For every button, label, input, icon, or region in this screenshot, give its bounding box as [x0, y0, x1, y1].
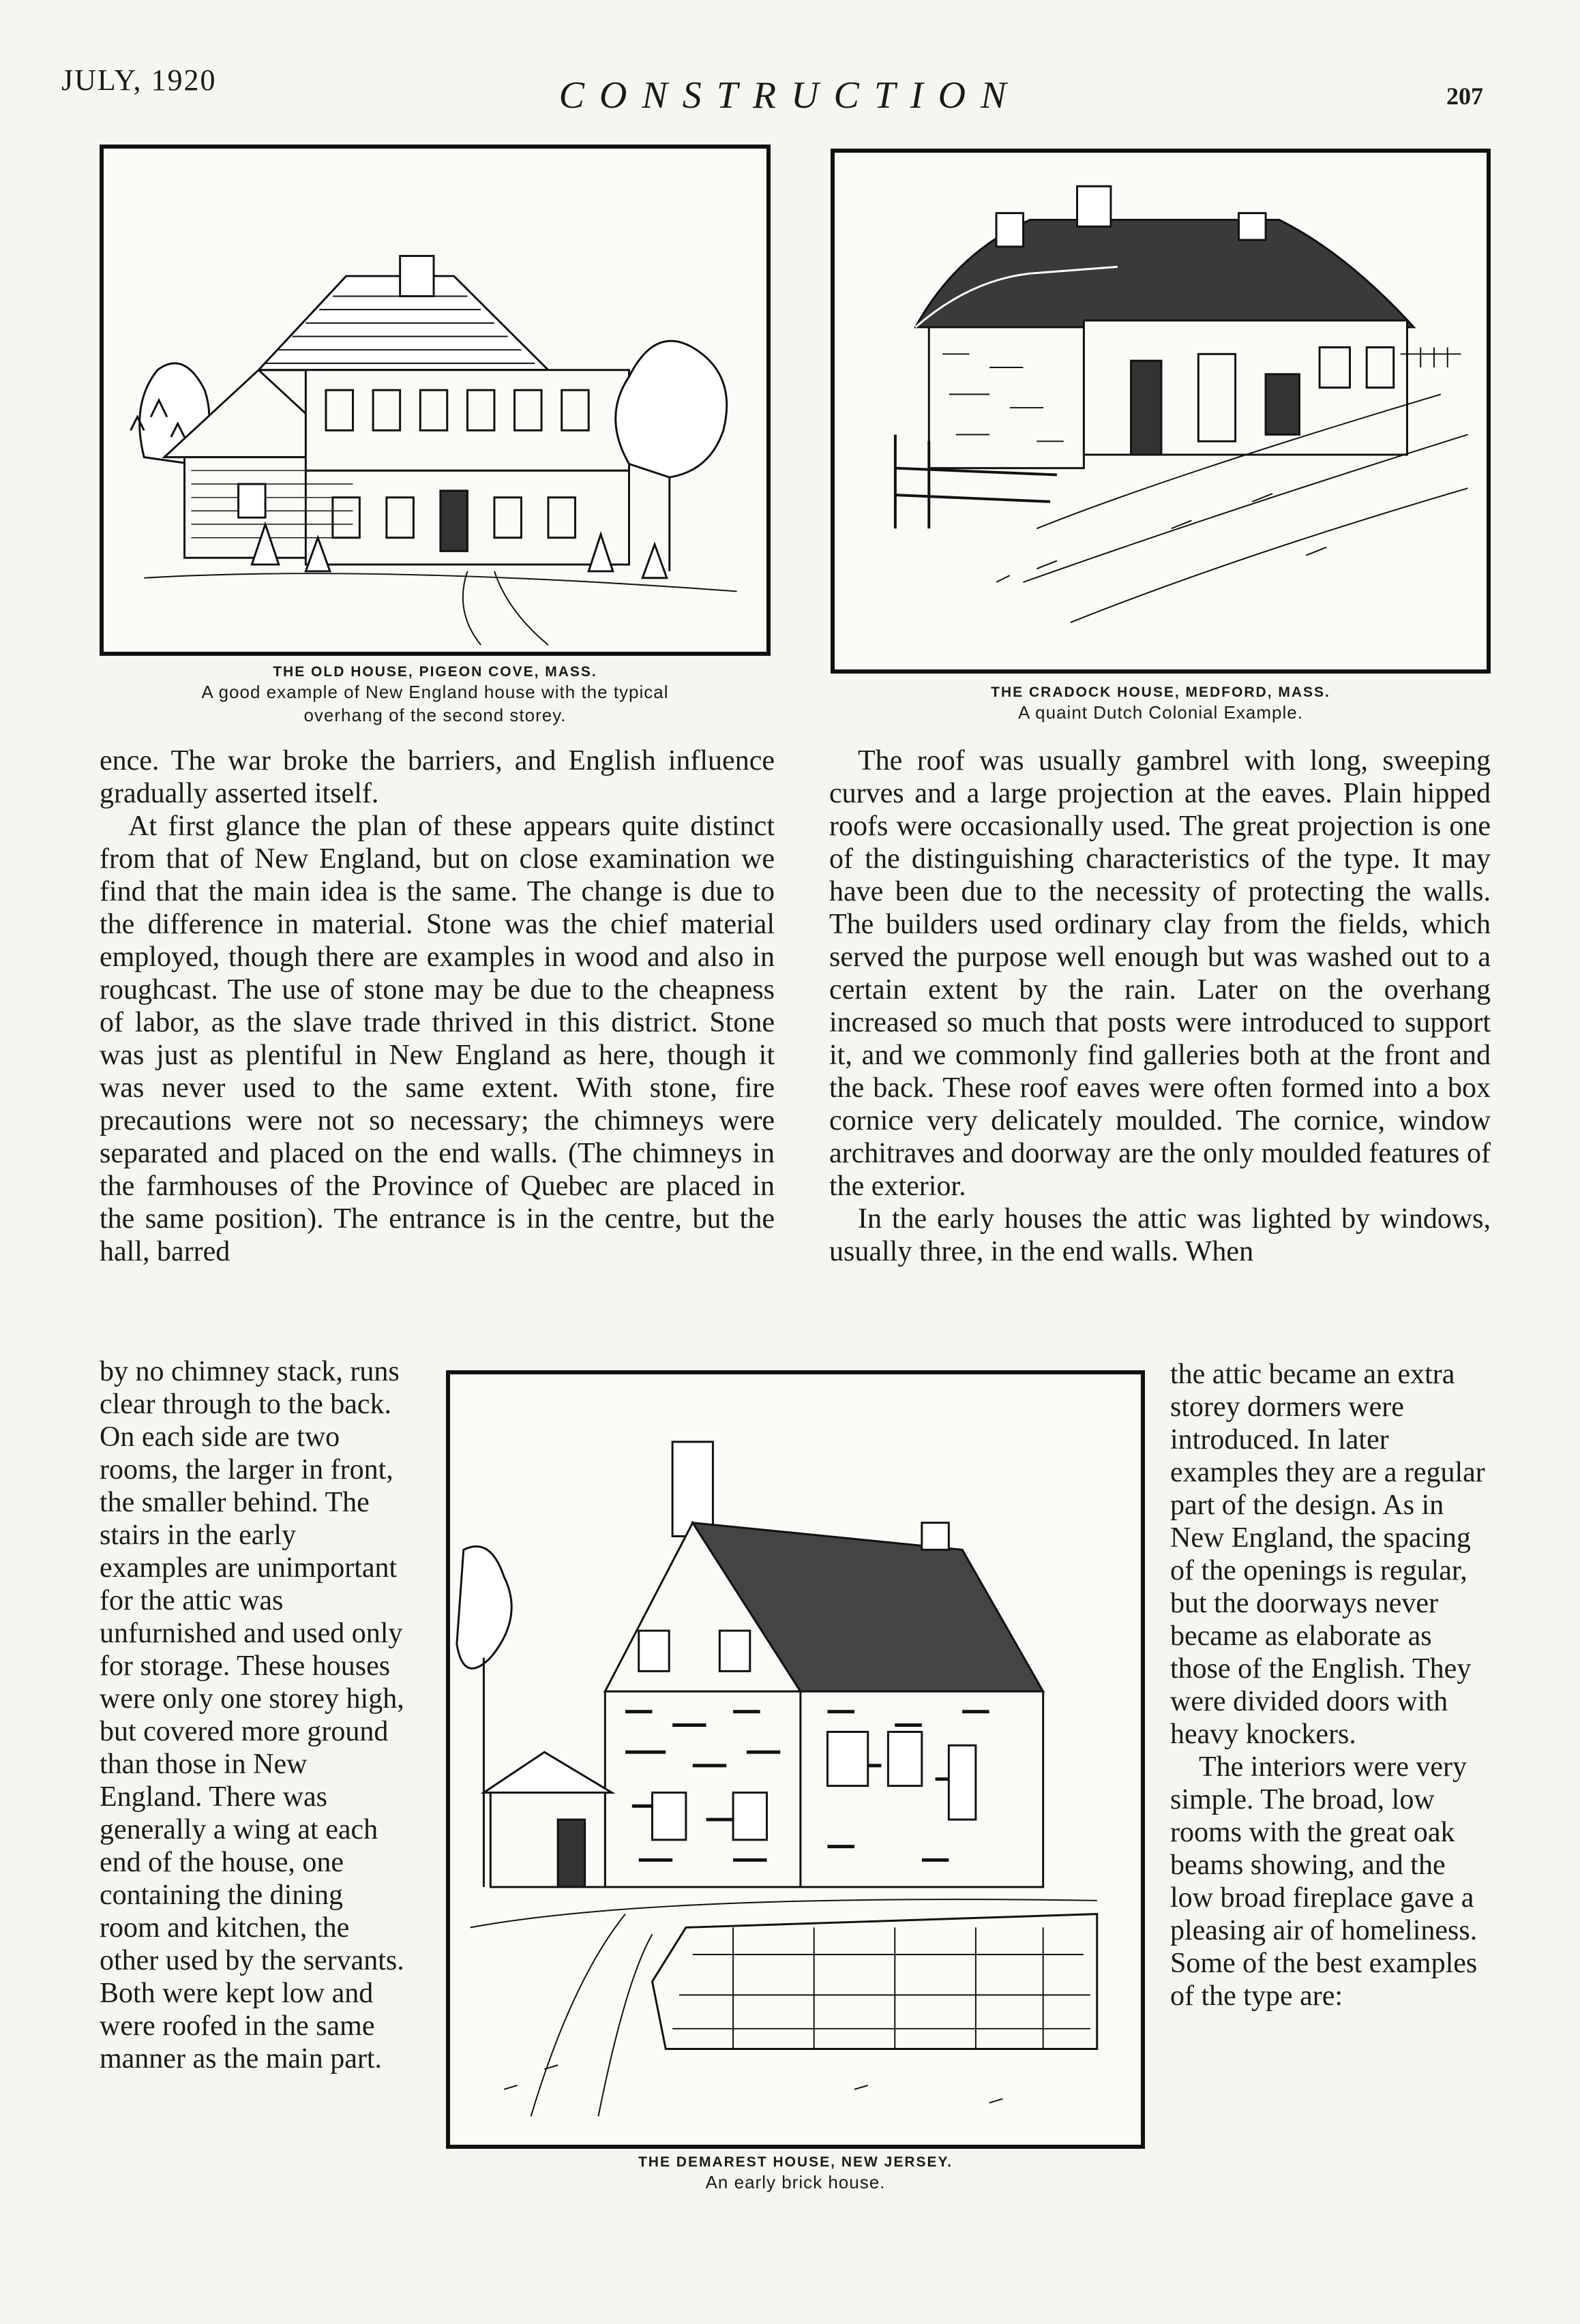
- left-paragraph-2: At first glance the plan of these appears quite distinct from that of New England, but on close examination we find that the main idea is the same. The change is due to the difference in material. Stone was the chief material employed, though there are examples in wood and also in roughcast. The use of stone may be due to the cheapness of labor, as the slave trade thrived in this district. Stone was just as plentiful in New England as here, though it was never used to the same extent. With stone, fire precautions were not so necessary; the chimneys were separated and placed on the end walls. (The chimneys in the farmhouses of the Province of Quebec are placed in the same position). The entrance is in the centre, but the hall, barred: [100, 811, 775, 1267]
- right-paragraph-2: In the early houses the attic was lighted by windows, usually three, in the end walls. When: [829, 1203, 1491, 1267]
- cradock-house-illustration: [831, 149, 1491, 674]
- old-house-illustration: [100, 145, 771, 656]
- right-paragraph-1: The roof was usually gambrel with long, sweeping curves and a large projection at the eaves. Plain hipped roofs were occasionally used. The great projection is one of the distinguishing characteristics of the type. It may have been due to the necessity of protecting the walls. The builders used ordinary clay from the fields, which served the purpose well enough but was washed out to a certain extent by the rain. Later on the overhang increased so much that posts were introduced to support it, and we commonly find galleries both at the front and the back. These roof eaves were often formed into a box cornice very delicately moulded. The cornice, window architraves and doorway are the only moulded features of the exterior.: [829, 745, 1491, 1202]
- cradock-house-title: THE CRADOCK HOUSE, MEDFORD, MASS.: [991, 684, 1330, 700]
- old-house-caption: A good example of New England house with the typical overhang of the second storey.: [201, 682, 669, 725]
- cradock-house-caption: A quaint Dutch Colonial Example.: [1018, 702, 1303, 723]
- right-paragraph-3: The interiors were very simple. The broad, low rooms with the great oak beams showing, and the low broad fireplace gave a pleasing air of homeliness. Some of the best examples of the type are:: [1170, 1751, 1478, 2012]
- right-column-lower: [1170, 1358, 1491, 2012]
- left-column-lower: [100, 1355, 405, 2075]
- right-column-upper: [829, 744, 1491, 1268]
- page-number: 207: [1446, 82, 1483, 110]
- right-paragraph-2-continued: the attic became an extra storey dormers were introduced. In later examples they are a regular part of the design. As in New England, the spacing of the openings is regular, but the doorways never became as elaborate as those of the English. They were divided doors with heavy knockers.: [1170, 1359, 1485, 1750]
- issue-date: JULY, 1920: [61, 63, 217, 97]
- left-column-upper: [100, 744, 775, 1268]
- demarest-house-title: THE DEMAREST HOUSE, NEW JERSEY.: [638, 2154, 953, 2170]
- demarest-house-caption: An early brick house.: [705, 2172, 886, 2192]
- left-paragraph-1: ence. The war broke the barriers, and English influence gradually asserted itself.: [100, 745, 775, 809]
- demarest-house-illustration: [446, 1370, 1145, 2149]
- left-paragraph-2-continued: by no chimney stack, runs clear through to the back. On each side are two rooms, the larger in front, the smaller behind. The stairs in the early examples are unimportant for the attic was unfurnished and used only for storage. These houses were only one storey high, but covered more ground than those in New England. There was generally a wing at each end of the house, one containing the dining room and kitchen, the other used by the servants. Both were kept low and were roofed in the same manner as the main part.: [100, 1356, 404, 2074]
- magazine-title: CONSTRUCTION: [558, 74, 1022, 117]
- old-house-title: THE OLD HOUSE, PIGEON COVE, MASS.: [273, 664, 597, 680]
